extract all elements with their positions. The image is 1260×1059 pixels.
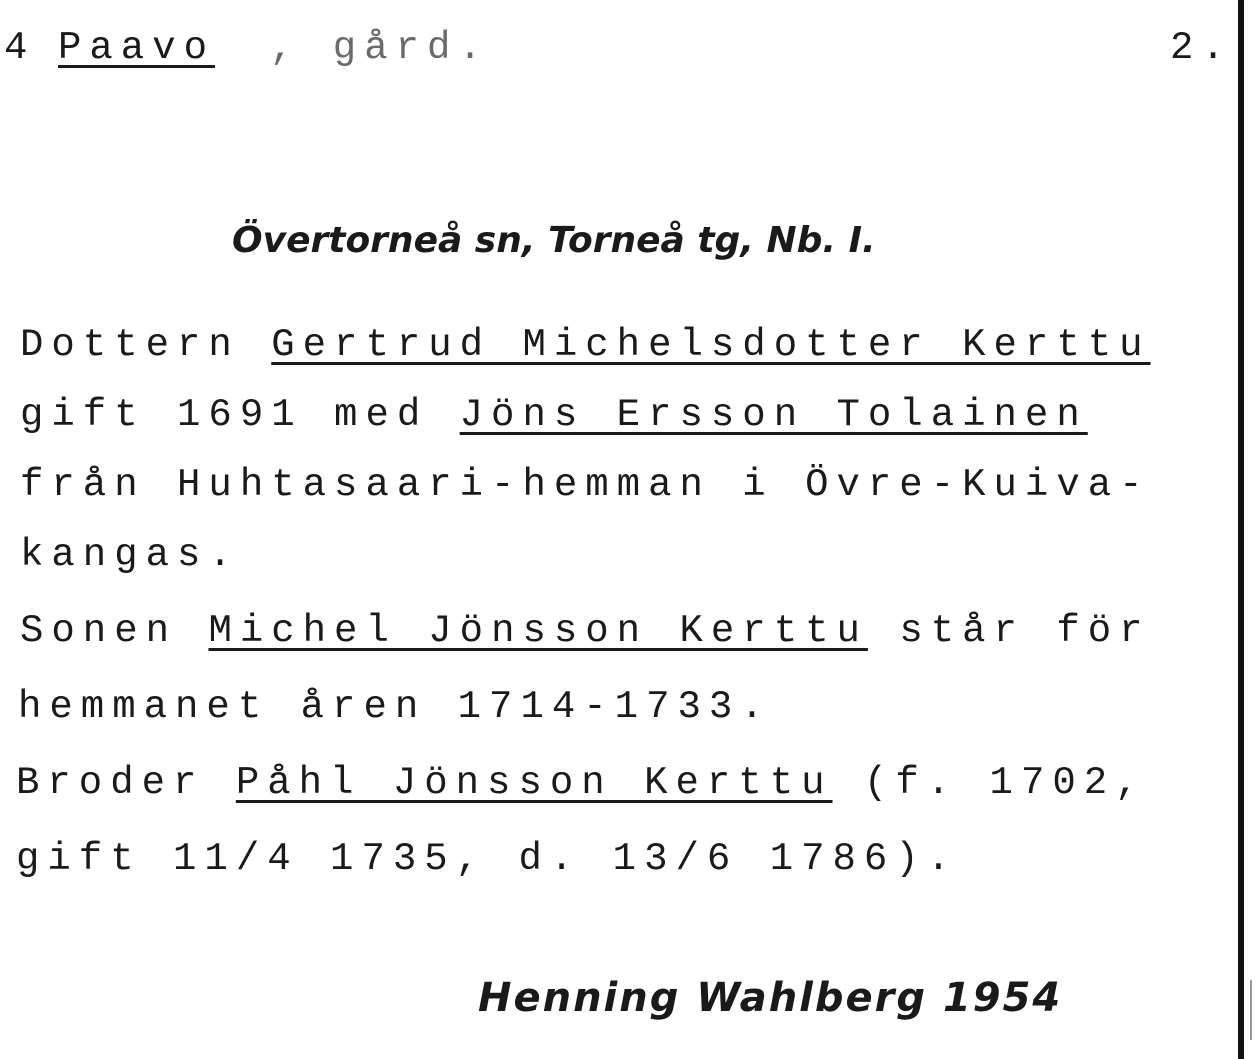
text: gift 1691 med — [20, 393, 460, 437]
body-line-4 — [20, 532, 240, 578]
body-line-8 — [16, 836, 958, 882]
card-edge — [1238, 0, 1244, 1059]
body-line-1 — [20, 322, 1151, 368]
person-name: Påhl Jönsson Kerttu — [235, 761, 833, 805]
body-line-5 — [20, 608, 1151, 654]
person-name: Michel Jönsson Kerttu — [208, 609, 868, 653]
person-name: Jöns Ersson Tolainen — [459, 393, 1088, 437]
body-line-2 — [20, 392, 1088, 438]
card-edge-shadow — [1250, 980, 1252, 1040]
farm-type: , gård. — [270, 26, 490, 70]
text: Broder — [16, 761, 236, 805]
text: från Huhtasaari-hemman i Övre-Kuiva- — [20, 463, 1151, 507]
body-line-7 — [16, 760, 1147, 806]
body-line-6 — [18, 684, 772, 730]
location-heading: Övertorneå sn, Torneå tg, Nb. I. — [232, 220, 876, 261]
text: gift 11/4 1735, d. 13/6 1786). — [16, 837, 959, 881]
body-line-3 — [20, 462, 1151, 508]
entry-number: 4 — [4, 26, 36, 70]
page-number: 2. — [1170, 26, 1233, 70]
text: Sonen — [20, 609, 209, 653]
text: står för — [867, 609, 1151, 653]
signature: Henning Wahlberg 1954 — [478, 975, 1063, 1021]
text: hemmanet åren 1714-1733. — [18, 685, 772, 729]
person-name: Gertrud Michelsdotter Kerttu — [271, 323, 1151, 367]
text: Dottern — [20, 323, 272, 367]
text: kangas. — [20, 533, 240, 577]
farm-name: Paavo — [58, 26, 216, 70]
text: (f. 1702, — [832, 761, 1147, 805]
